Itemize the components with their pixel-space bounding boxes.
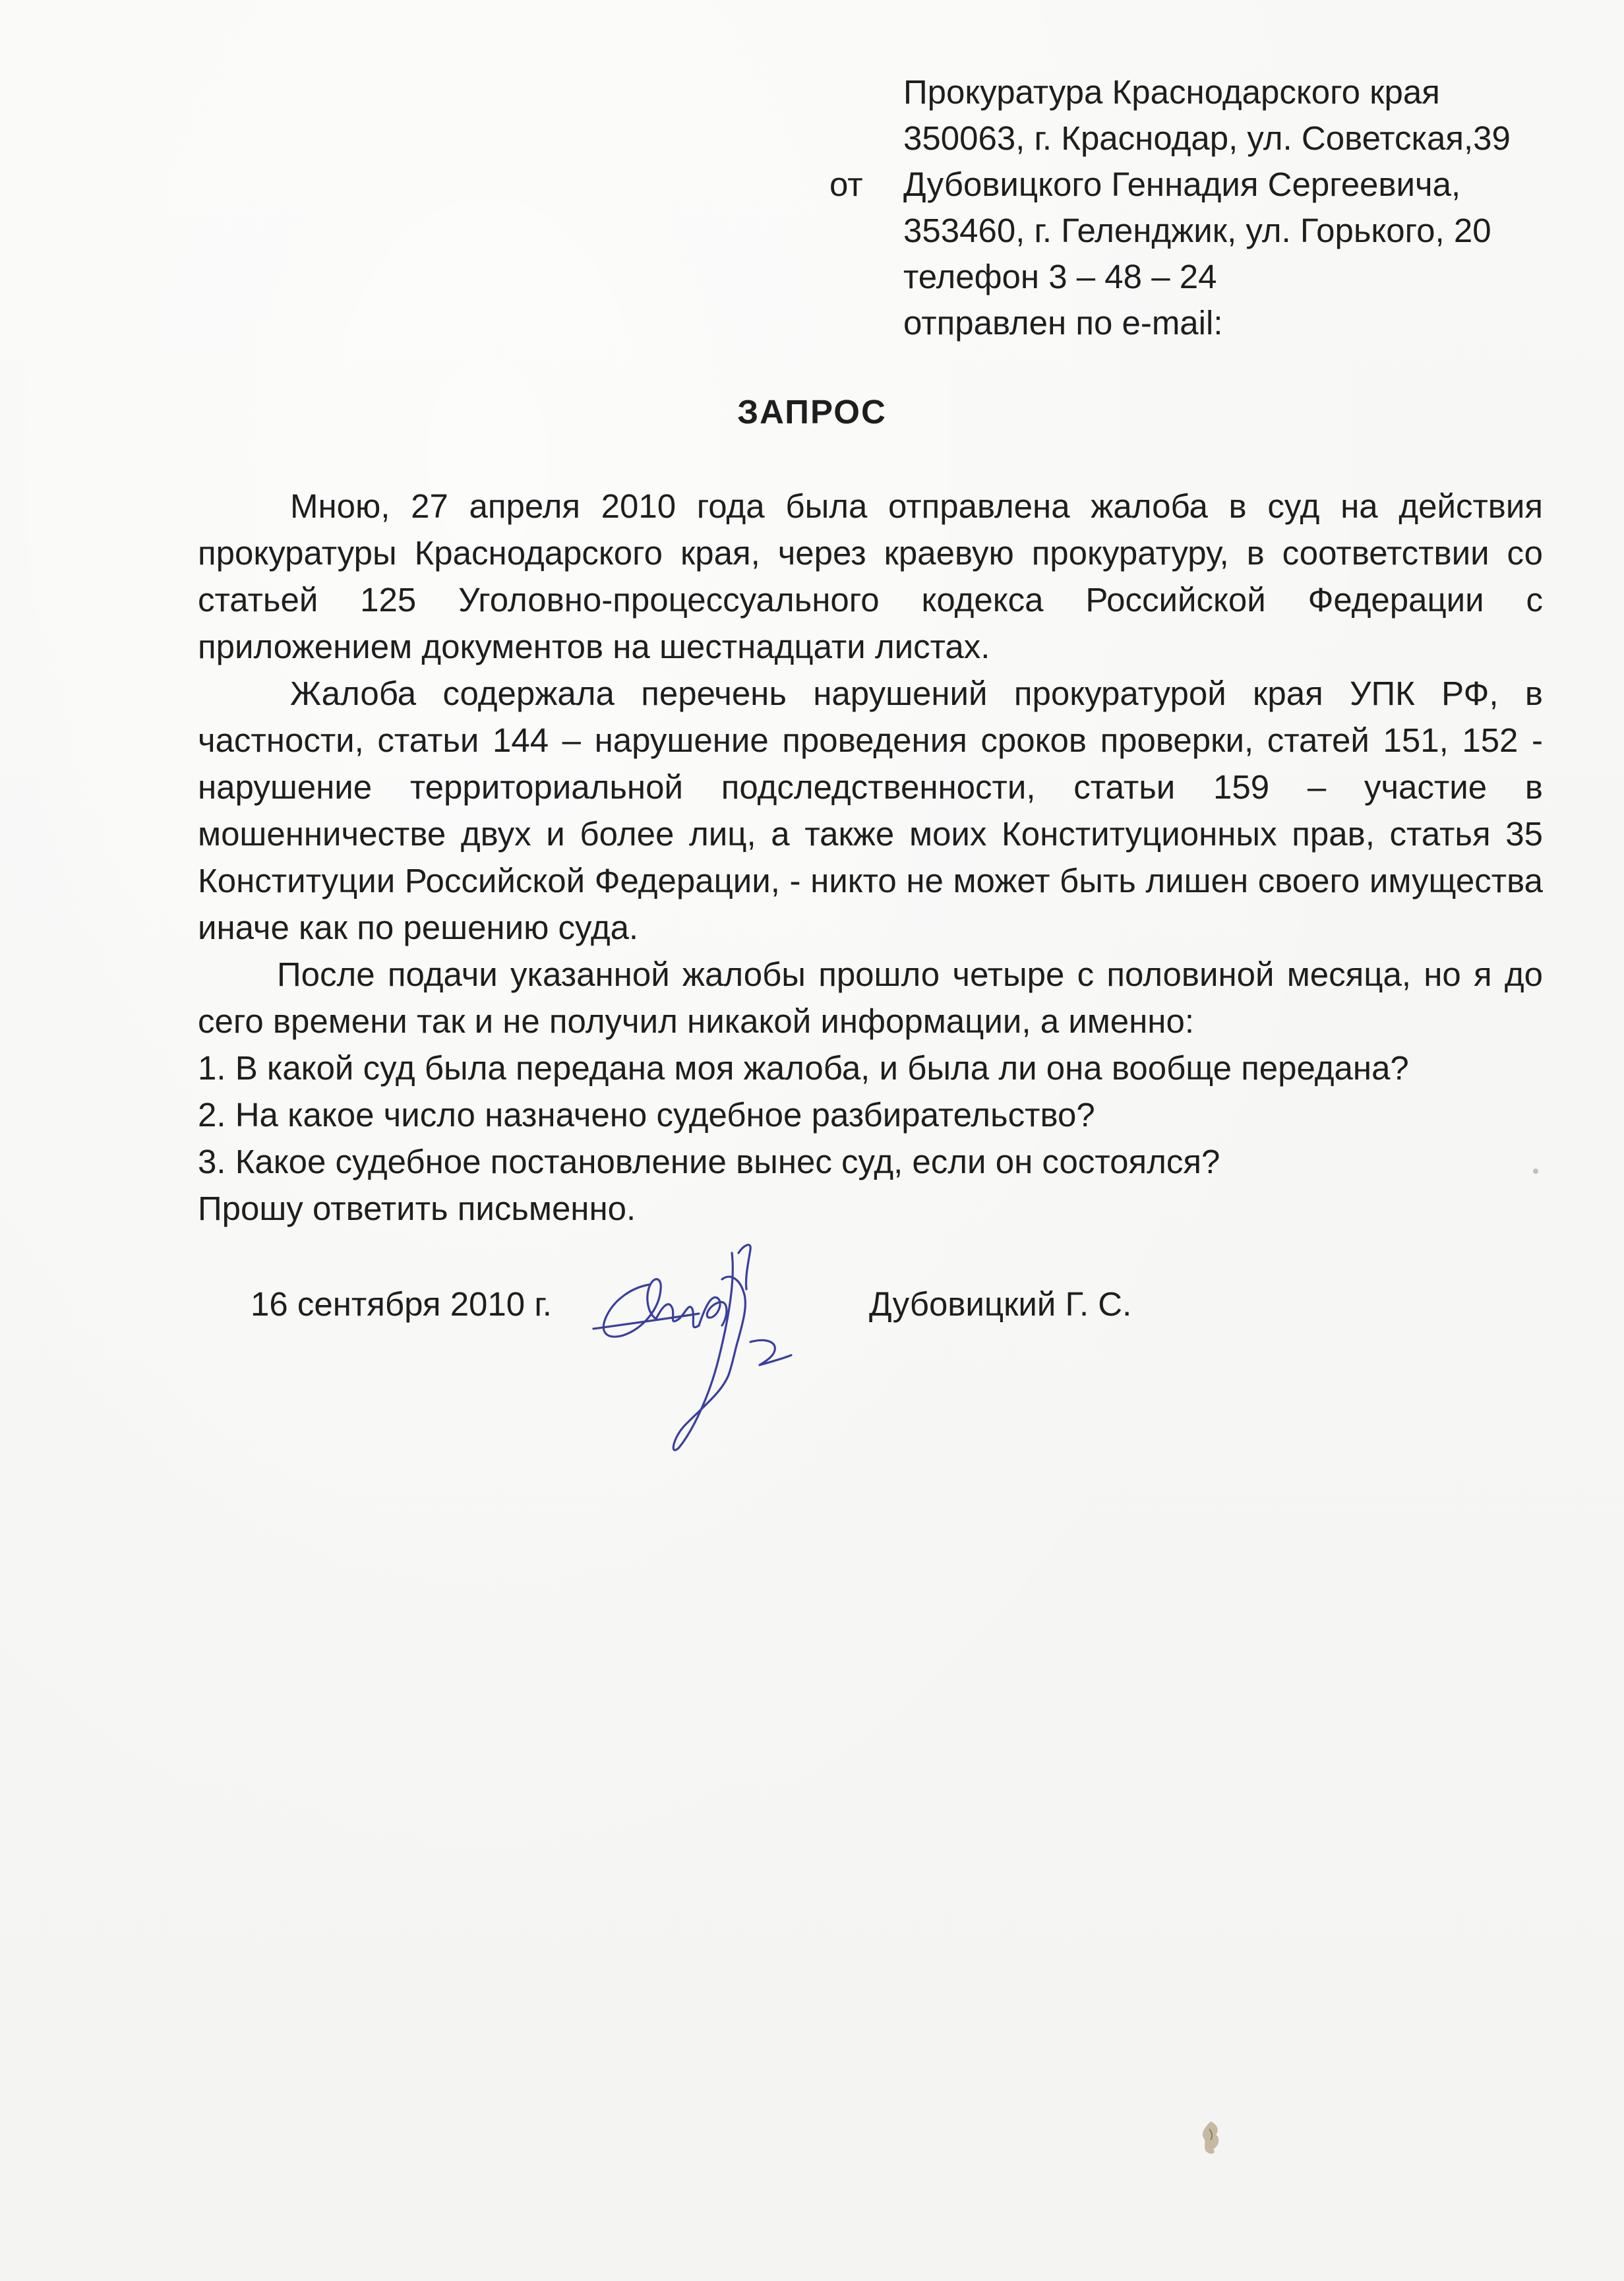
document-body xyxy=(198,483,1543,1232)
from-label: от xyxy=(829,166,863,203)
paragraph-3: После подачи указанной жалобы прошло четыре с половиной месяца, но я до сего времени так и не получил никакой информации, а именно: xyxy=(198,956,1543,1040)
recipient-block xyxy=(903,69,1602,346)
paper-speck xyxy=(1533,1169,1538,1174)
sender-phone-line: телефон 3 – 48 – 24 xyxy=(903,258,1217,295)
sender-name-line: Дубовицкого Геннадия Сергеевича, xyxy=(903,166,1461,203)
paragraph-1: Мною, 27 апреля 2010 года была отправлена жалоба в суд на действия прокуратуры Краснодарского края, через краевую прокуратуру, в соответствии со статьей 125 Уголовно-процессуального кодекса Российской Федерации с приложением документов на шестнадцати листах. xyxy=(198,487,1543,665)
paragraph-2: Жалоба содержала перечень нарушений прокуратурой края УПК РФ, в частности, статьи 144 – нарушение проведения сроков проверки, статей 151, 152 - нарушение территориальной подследственности, статьи 159 – участие в мошенничестве двух и более лиц, а также моих Конституционных прав, статья 35 Конституции Российской Федерации, - никто не может быть лишен своего имущества иначе как по решению суда. xyxy=(198,675,1543,946)
question-2: 2. На какое число назначено судебное разбирательство? xyxy=(198,1096,1095,1134)
question-3: 3. Какое судебное постановление вынес суд, если он состоялся? xyxy=(198,1143,1220,1180)
question-1: 1. В какой суд была передана моя жалоба, и была ли она вообще передана? xyxy=(198,1049,1409,1087)
closing-request: Прошу ответить письменно. xyxy=(198,1190,636,1227)
recipient-line: Прокуратура Краснодарского края xyxy=(903,73,1440,111)
signature-name: Дубовицкий Г. С. xyxy=(869,1285,1132,1323)
recipient-address-line: 350063, г. Краснодар, ул. Советская,39 xyxy=(903,119,1511,157)
paper-stain xyxy=(1199,2120,1225,2156)
signature-date: 16 сентября 2010 г. xyxy=(251,1285,552,1323)
sent-by-email-line: отправлен по e-mail: xyxy=(903,304,1223,342)
document-title: ЗАПРОС xyxy=(737,393,887,431)
sender-address-line: 353460, г. Геленджик, ул. Горького, 20 xyxy=(903,212,1491,249)
handwritten-signature xyxy=(587,1227,831,1471)
